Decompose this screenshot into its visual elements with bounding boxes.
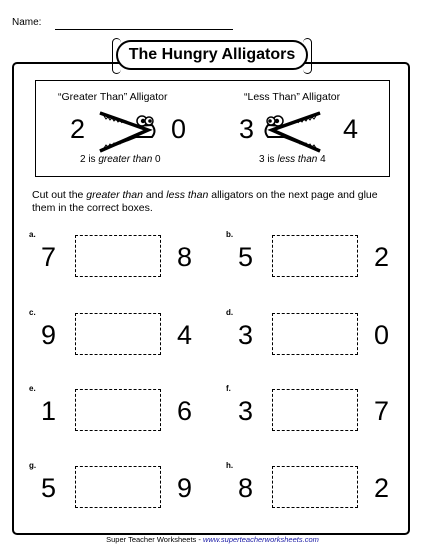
glue-box[interactable] xyxy=(75,389,161,431)
example-box xyxy=(35,80,390,177)
name-line xyxy=(55,29,233,30)
problem-c xyxy=(29,308,209,364)
problem-left-number: 9 xyxy=(41,320,57,350)
less-than-alligator-icon xyxy=(262,109,324,155)
problem-label: g. xyxy=(29,461,37,470)
problem-left-number: 5 xyxy=(238,242,254,272)
problem-g xyxy=(29,461,209,517)
problem-label: d. xyxy=(226,308,234,317)
problem-b xyxy=(226,230,406,286)
glue-box[interactable] xyxy=(272,235,358,277)
glue-box[interactable] xyxy=(75,235,161,277)
problem-right-number: 8 xyxy=(177,242,193,272)
problem-e xyxy=(29,384,209,440)
problem-right-number: 4 xyxy=(177,320,193,350)
worksheet-title: The Hungry Alligators xyxy=(116,40,308,70)
problem-a xyxy=(29,230,209,286)
problem-left-number: 5 xyxy=(41,473,57,503)
name-label: Name: xyxy=(12,17,42,28)
less-example-right: 4 xyxy=(343,114,359,144)
glue-box[interactable] xyxy=(272,466,358,508)
greater-example-left: 2 xyxy=(70,114,86,144)
problem-right-number: 0 xyxy=(374,320,390,350)
instructions: Cut out the greater than and less than alligators on the next page and glue them in the correct boxes. xyxy=(32,189,378,214)
problem-label: h. xyxy=(226,461,234,470)
footer xyxy=(0,535,425,544)
problem-label: f. xyxy=(226,384,231,393)
glue-box[interactable] xyxy=(75,466,161,508)
greater-example-right: 0 xyxy=(171,114,187,144)
less-than-heading: “Less Than” Alligator xyxy=(244,91,341,103)
problem-right-number: 2 xyxy=(374,473,390,503)
problem-right-number: 6 xyxy=(177,396,193,426)
less-example-left: 3 xyxy=(239,114,255,144)
footer-link[interactable]: www.superteacherworksheets.com xyxy=(202,535,319,544)
greater-example-caption: 2 is greater than 0 xyxy=(80,154,161,165)
footer-text: Super Teacher Worksheets - xyxy=(106,535,203,544)
problem-left-number: 8 xyxy=(238,473,254,503)
greater-than-alligator-icon xyxy=(96,109,158,155)
glue-box[interactable] xyxy=(272,313,358,355)
less-example-caption: 3 is less than 4 xyxy=(259,154,326,165)
problem-right-number: 2 xyxy=(374,242,390,272)
greater-than-heading: “Greater Than” Alligator xyxy=(58,91,168,103)
problem-left-number: 3 xyxy=(238,396,254,426)
problem-label: c. xyxy=(29,308,36,317)
problem-label: a. xyxy=(29,230,36,239)
problem-left-number: 3 xyxy=(238,320,254,350)
problem-f xyxy=(226,384,406,440)
problem-label: e. xyxy=(29,384,36,393)
glue-box[interactable] xyxy=(75,313,161,355)
problem-d xyxy=(226,308,406,364)
problem-label: b. xyxy=(226,230,234,239)
problem-left-number: 7 xyxy=(41,242,57,272)
problem-right-number: 7 xyxy=(374,396,390,426)
problem-h xyxy=(226,461,406,517)
problem-left-number: 1 xyxy=(41,396,57,426)
glue-box[interactable] xyxy=(272,389,358,431)
problem-right-number: 9 xyxy=(177,473,193,503)
